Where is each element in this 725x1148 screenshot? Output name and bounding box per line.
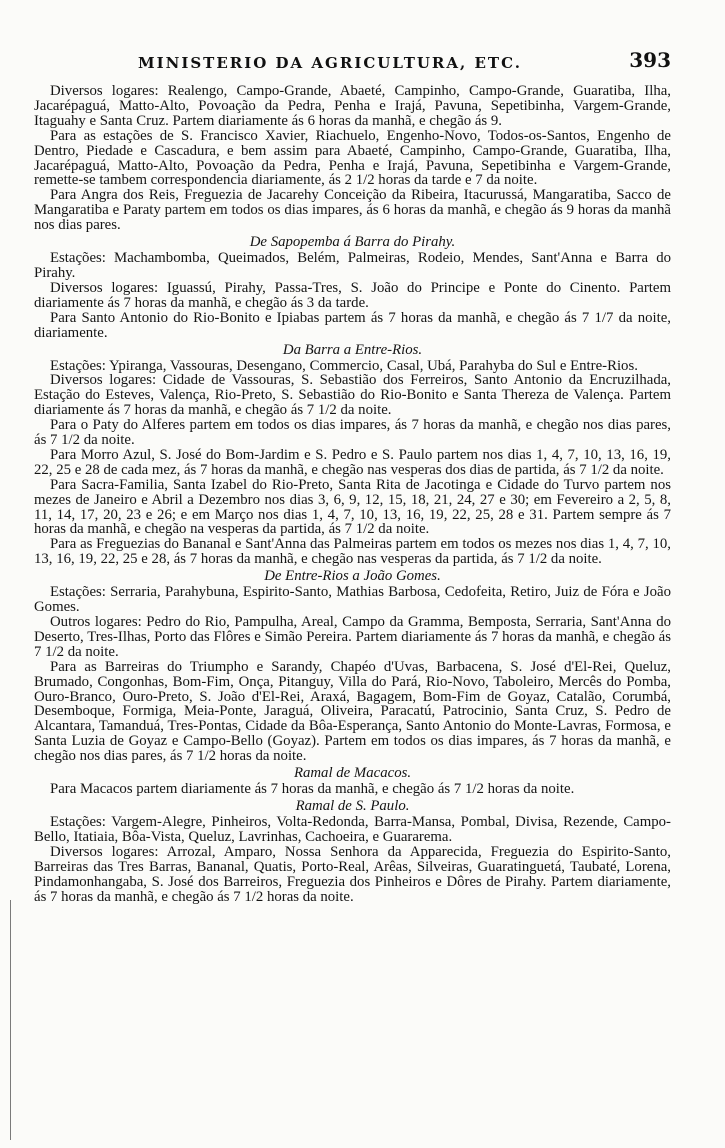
paragraph: Estações: Ypiranga, Vassouras, Desengano, Commercio, Casal, Ubá, Parahyba do Sul e Entre-Rios.: [50, 357, 638, 374]
paragraph: Para Macacos partem diariamente ás 7 horas da manhã, e chegão ás 7 1/2 horas da noite.: [50, 781, 575, 798]
paragraph: Para Sacra-Familia, Santa Izabel do Rio-Preto, Santa Rita de Jacotinga e Cidade do Turvo partem nos mezes de Janeiro e Abril a Dezembro nos dias 3, 6, 9, 12, 15, 18, 21, 24, 27 e 30; em Fevereiro a 2, 5, 8, 11, 14, 17, 20, 23 e 26; e em Março nos dias 1, 4, 7, 10, 13, 16, 19, 22, 25, 28 e 31. Partem sempre ás 7 horas da manhã, e chegão na vesperas da partida, ás 7 1/2 da noite.: [34, 476, 671, 538]
paragraph: Para o Paty do Alferes partem em todos os dias impares, ás 7 horas da manhã, e chegão nos dias pares, ás 7 1/2 da noite.: [34, 417, 671, 449]
paragraph: Estações: Serraria, Parahybuna, Espirito-Santo, Mathias Barbosa, Cedofeita, Retiro, Juiz de Fóra e João Gomes.: [34, 584, 671, 616]
paragraph: Estações: Machambomba, Queimados, Belém, Palmeiras, Rodeio, Mendes, Sant'Anna e Barra do Pirahy.: [34, 250, 671, 281]
section-heading: De Sapopemba á Barra do Pirahy.: [249, 234, 456, 251]
paragraph: Diversos logares: Arrozal, Amparo, Nossa Senhora da Apparecida, Freguezia do Espirito-Santo, Barreiras das Tres Barras, Bananal, Quatis, Porto-Real, Arêas, Silveiras, Guaratinguetá, Taubaté, Lorena, Pindamonhangaba, S. José dos Barreiros, Freguezia dos Pinheiros e Dôres de Pirahy. Partem diariamente, ás 7 horas da manhã, e chegão ás 7 1/2 horas da noite.: [34, 843, 671, 905]
paragraph: Para as Freguezias do Bananal e Sant'Anna das Palmeiras partem em todos os mezes nos dias 1, 4, 7, 10, 13, 16, 19, 22, 25 e 28, ás 7 horas da manhã, e chegão nas vesperas da partida, ás 7 1/2 da noite.: [34, 536, 671, 568]
running-title: MINISTERIO DA AGRICULTURA, ETC.: [138, 54, 522, 72]
paragraph: Para as estações de S. Francisco Xavier, Riachuelo, Engenho-Novo, Todos-os-Santos, Engenho de Dentro, Piedade e Cascadura, e bem assim para Abaeté, Campinho, Campo-Grande, Guaratiba, Ilha, Jacarépaguá, Matto-Alto, Povoação da Pedra, Penha e Irajá, Pavuna, Sepetibinha e Vargem-Grande, remette-se tambem correspondencia diariamente, ás 2 1/2 horas da tarde e 7 da noite.: [34, 127, 671, 189]
paragraph: Diversos logares: Iguassú, Pirahy, Passa-Tres, S. João do Principe e Ponte do Cinento. Partem diariamente ás 7 horas da manhã, e chegão ás 3 da tarde.: [34, 279, 671, 311]
paragraph: Para Santo Antonio do Rio-Bonito e Ipiabas partem ás 7 horas da manhã, e chegão ás 7 1/7 da noite, diariamente.: [34, 309, 671, 341]
paragraph: Para Angra dos Reis, Freguezia de Jacarehy Conceição da Ribeira, Itacurussá, Mangaratiba, Sacco de Mangaratiba e Paraty partem em todos os dias impares, ás 6 horas da manhã, e chegão ás 9 horas da manhã nos dias pares.: [34, 187, 671, 234]
section-heading: Ramal de Macacos.: [293, 765, 412, 782]
paragraph: Estações: Vargem-Alegre, Pinheiros, Volta-Redonda, Barra-Mansa, Pombal, Divisa, Rezende, Campo-Bello, Itatiaia, Bôa-Vista, Queluz, Lavrinhas, Cachoeira, e Guararema.: [34, 813, 671, 845]
section-heading: Da Barra a Entre-Rios.: [282, 341, 423, 358]
body-text: [34, 84, 671, 904]
section-heading: De Entre-Rios a João Gomes.: [264, 568, 441, 585]
section-heading: Ramal de S. Paulo.: [295, 797, 410, 814]
paragraph: Para Morro Azul, S. José do Bom-Jardim e S. Pedro e S. Paulo partem nos dias 1, 4, 7, 10, 13, 16, 19, 22, 25 e 28 de cada mez, ás 7 horas da manhã, e chegão nas vesperas dos dias de partida, ás 7 1/2 da noite.: [34, 446, 671, 478]
paragraph: Para as Barreiras do Triumpho e Sarandy, Chapéo d'Uvas, Barbacena, S. José d'El-Rei, Queluz, Brumado, Congonhas, Bom-Fim, Onça, Pitanguy, Villa do Pará, Rio-Novo, Taboleiro, Mercês do Pomba, Ouro-Branco, Ouro-Preto, S. João d'El-Rei, Araxá, Bagagem, Bom-Fim de Goyaz, Catalão, Corumbá, Desemboque, Formiga, Meia-Ponte, Jaraguá, Oliveira, Paracatú, Patrocinio, Santa Cruz, S. Pedro de Alcantara, Tamanduá, Tres-Pontas, Cidade da Bôa-Esperança, Santo Antonio do Monte-Lavras, Formosa, e Santa Luzia de Goyaz e Campo-Bello (Goyaz). Partem em todos os dias impares, ás 7 horas da manhã, e chegão nos dias pares, ás 7 1/2 horas da noite.: [34, 658, 671, 765]
paragraph: Outros logares: Pedro do Rio, Pampulha, Areal, Campo da Gramma, Bemposta, Serraria, Sant'Anna do Deserto, Tres-Ilhas, Porto das Flôres e Simão Pereira. Partem diariamente ás 7 horas da manhã, e chegão ás 7 1/2 da noite.: [34, 614, 671, 660]
document-page: [34, 44, 671, 1140]
paragraph: Diversos logares: Realengo, Campo-Grande, Abaeté, Campinho, Campo-Grande, Guaratiba, Ilha, Jacarépaguá, Matto-Alto, Povoação da Pedra, Penha e Irajá, Pavuna, Sepetibinha, Vargem-Grande, Itaguahy e Santa Cruz. Partem diariamente ás 6 horas da manhã, e chegão ás 9.: [34, 83, 671, 129]
paragraph: Diversos logares: Cidade de Vassouras, S. Sebastião dos Ferreiros, Santo Antonio da Encruzilhada, Estação do Esteves, Valença, Rio-Preto, S. Sebastião do Rio-Bonito e Santa Thereza de Valença. Partem diariamente ás 7 horas da manhã, e chegão ás 7 1/2 da noite.: [34, 372, 671, 419]
page-number: 393: [629, 48, 671, 72]
page-header: [34, 44, 671, 82]
margin-rule: [10, 900, 11, 1140]
